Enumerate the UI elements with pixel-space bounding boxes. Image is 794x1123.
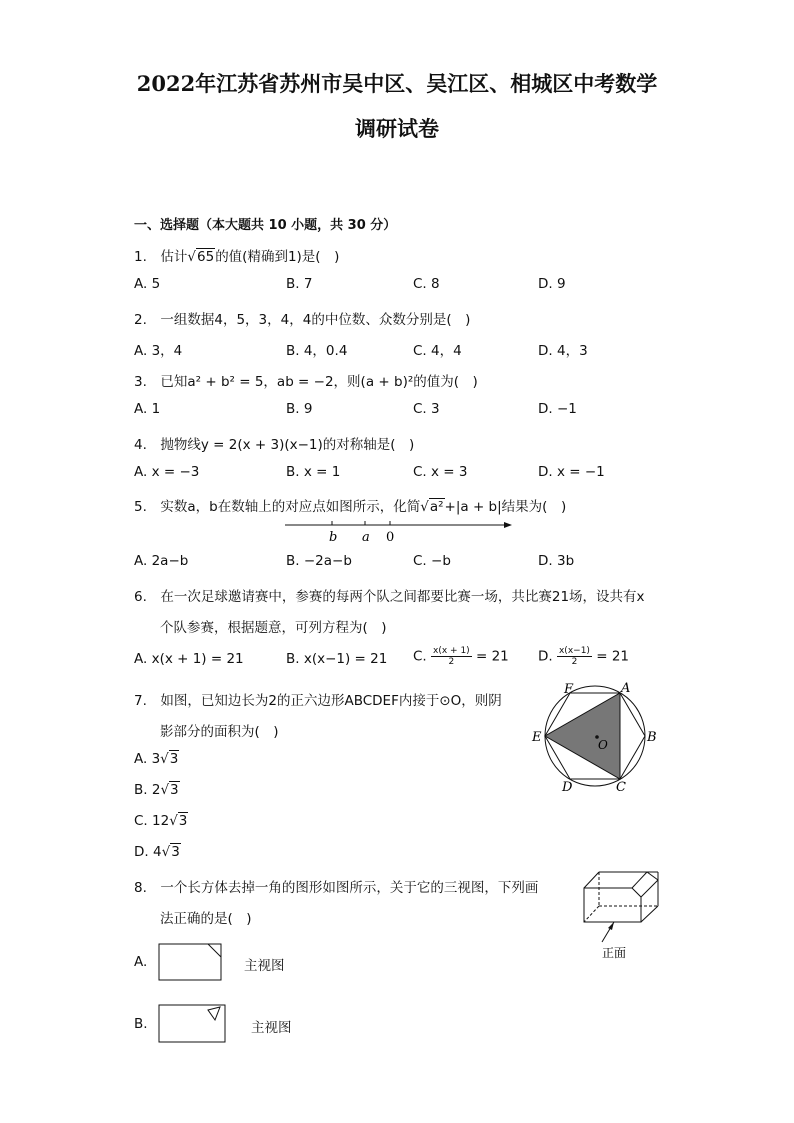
q6-d-rhs: = 21 [596,648,630,665]
question-1 [134,245,339,265]
q5-stem-b: +|a + b|结果为( ) [444,499,567,515]
label-C: C [616,780,626,795]
q6-d-fraction: $\frac{x(x-1)}{2}$ [558,646,590,667]
q5-option-c[interactable]: C. −b [413,553,451,569]
q6-c-fraction: $\frac{x(x + 1)}{2}$ [433,646,470,667]
label-D: D [562,780,573,795]
question-3: 3. 已知a² + b² = 5，ab = −2，则(a + b)²的值为( ) [134,374,478,390]
question-6-line2: 个队参赛，根据题意，可列方程为( ) [160,620,387,636]
q3-option-c[interactable]: C. 3 [413,401,440,417]
q1-stem-b: 的值(精确到1)是( ) [215,249,340,265]
question-7-line1: 7. 如图，已知边长为2的正六边形ABCDEF内接于⊙O，则阴 [134,693,502,709]
section-heading: 一、选择题（本大题共 10 小题，共 30 分） [134,218,397,233]
q2-option-c[interactable]: C. 4，4 [413,343,462,359]
question-8-line1: 8. 一个长方体去掉一角的图形如图所示，关于它的三视图，下列画 [134,880,539,896]
q2-option-b[interactable]: B. 4，0.4 [286,343,348,359]
q8-option-a-label[interactable]: A. [134,954,148,970]
q1-option-c[interactable]: C. 8 [413,276,440,292]
q4-option-a[interactable]: A. x = −3 [134,464,200,480]
q6-d-label: D. [538,648,553,665]
q5-option-b[interactable]: B. −2a−b [286,553,352,569]
label-E: E [532,730,542,745]
q2-option-a[interactable]: A. 3，4 [134,343,183,359]
cuboid-figure [574,866,670,962]
number-line-figure [280,514,520,548]
page-title: 2022年江苏省苏州市吴中区、吴江区、相城区中考数学 [136,71,658,96]
q8-option-b-figure[interactable] [158,1004,228,1044]
question-8-line2: 法正确的是( ) [160,911,252,927]
q7-option-c[interactable]: C. 12√3 [134,813,188,829]
question-5 [134,495,566,515]
q5-stem-a: 5. 实数a，b在数轴上的对应点如图所示，化简 [134,499,421,515]
q7-option-d[interactable]: D. 4√3 [134,844,180,860]
q5-option-a[interactable]: A. 2a−b [134,553,189,569]
q7-option-a[interactable]: A. 3√3 [134,751,179,767]
q8-option-b-label[interactable]: B. [134,1016,148,1032]
axis-label-a: a [362,530,370,545]
q8-option-a-text: 主视图 [244,958,285,974]
q1-option-d[interactable]: D. 9 [538,276,566,292]
q4-option-b[interactable]: B. x = 1 [286,464,341,480]
q6-option-d[interactable] [538,646,629,667]
q1-sqrt: √65 [187,249,215,265]
q6-option-b[interactable]: B. x(x−1) = 21 [286,651,388,667]
q1-option-b[interactable]: B. 7 [286,276,313,292]
axis-label-b: b [329,530,338,545]
q8-option-b-text: 主视图 [251,1020,292,1036]
q6-c-label: C. [413,648,427,665]
q6-c-rhs: = 21 [475,648,509,665]
page-title-line2: 调研试卷 [355,116,439,141]
q5-sqrt: √a² [420,499,444,515]
q5-option-d[interactable]: D. 3b [538,553,575,569]
q6-option-a[interactable]: A. x(x + 1) = 21 [134,651,244,667]
q4-option-d[interactable]: D. x = −1 [538,464,605,480]
q4-option-c[interactable]: C. x = 3 [413,464,468,480]
question-6-line1: 6. 在一次足球邀请赛中，参赛的每两个队之间都要比赛一场，共比赛21场，设共有x [134,589,645,605]
question-4: 4. 抛物线y = 2(x + 3)(x−1)的对称轴是( ) [134,437,415,453]
hexagon-circle-figure [530,678,662,798]
label-F: F [564,682,574,697]
q1-option-a[interactable]: A. 5 [134,276,161,292]
axis-label-zero: 0 [386,530,395,545]
shaded-triangle [545,693,620,779]
q1-stem-a: 1. 估计 [134,249,188,265]
q3-option-a[interactable]: A. 1 [134,401,161,417]
label-A: A [621,681,631,696]
q3-option-d[interactable]: D. −1 [538,401,577,417]
question-7-line2: 影部分的面积为( ) [160,724,279,740]
label-B: B [647,730,657,745]
question-2: 2. 一组数据4，5，3，4，4的中位数、众数分别是( ) [134,312,471,328]
q8-option-a-figure[interactable] [158,943,224,983]
q3-option-b[interactable]: B. 9 [286,401,313,417]
q7-option-b[interactable]: B. 2√3 [134,782,179,798]
label-O: O [598,738,608,752]
q2-option-d[interactable]: D. 4，3 [538,343,588,359]
q6-option-c[interactable] [413,646,509,667]
fig-caption-front: 正面 [602,946,627,960]
